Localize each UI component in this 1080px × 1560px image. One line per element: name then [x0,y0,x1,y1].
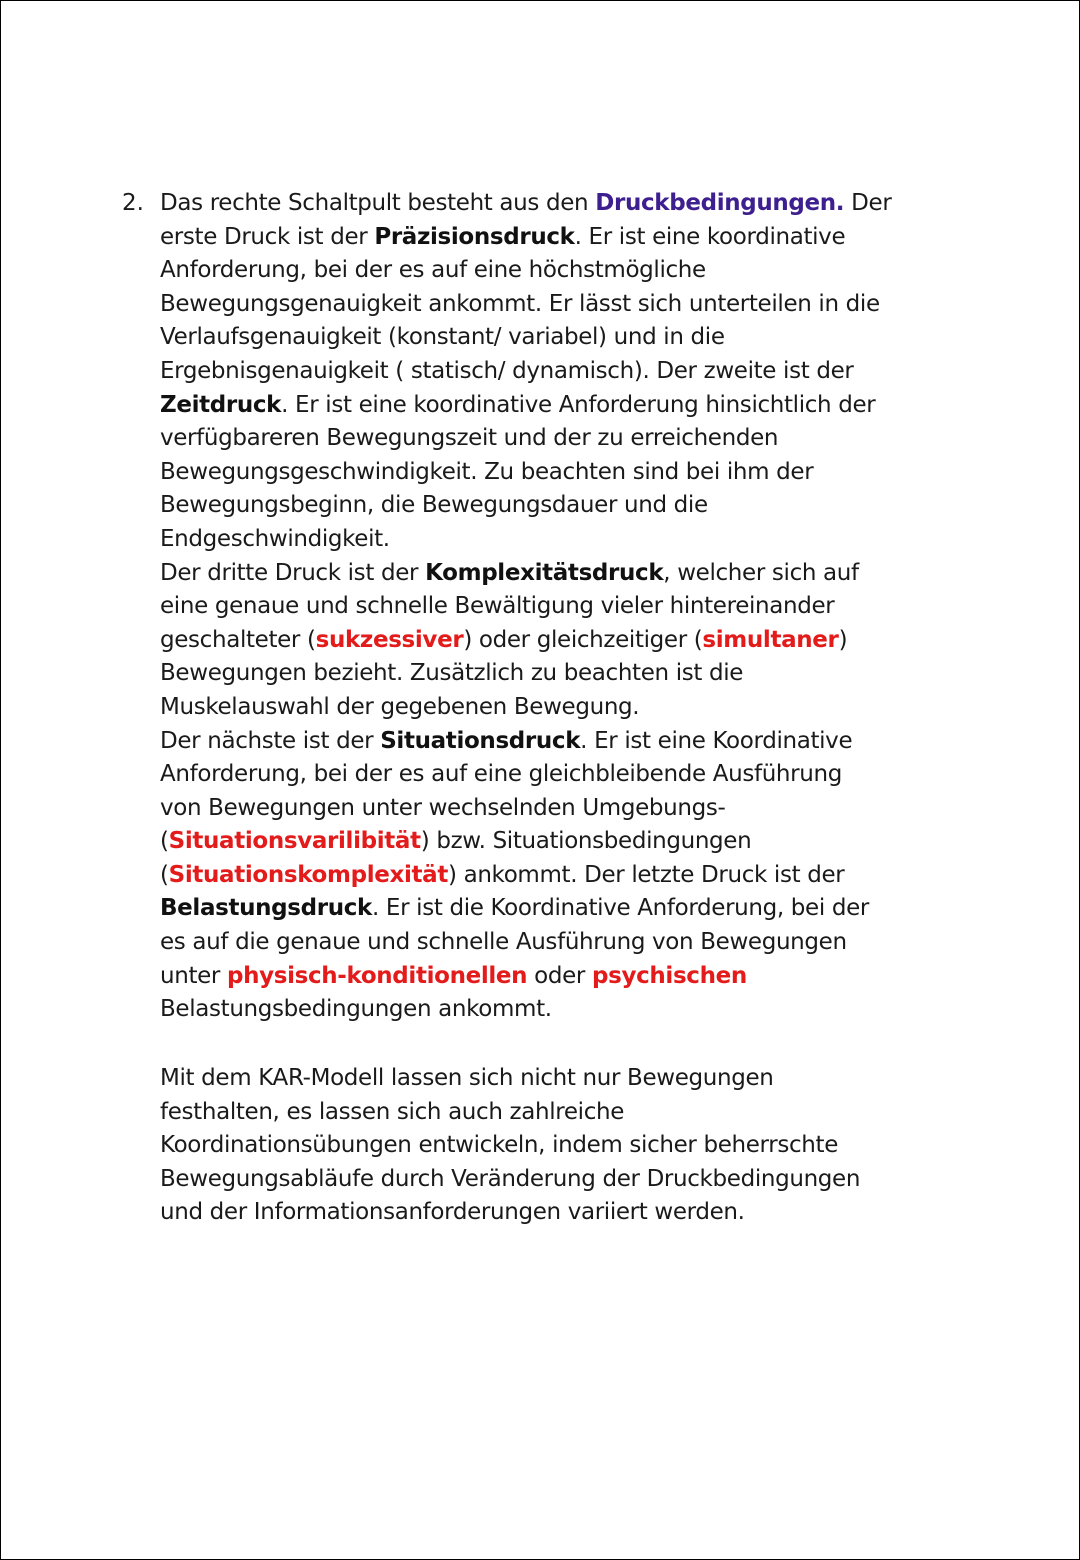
text-segment: Belastungsbedingungen ankommt. [160,996,552,1023]
highlighted-term: Druckbedingungen. [595,190,845,216]
highlighted-term: sukzessiver [315,626,464,653]
text-segment: ( [160,861,169,888]
text-line [160,422,940,456]
text-segment: es auf die genaue und schnelle Ausführung von Bewegungen [160,929,847,956]
highlighted-term: Situationsvarilibität [168,828,421,855]
text-segment: oder [527,962,593,989]
text-segment: . Er ist eine Koordinative [580,727,853,754]
highlighted-term: Situationsdruck [380,727,581,754]
text-line: Mit dem KAR-Modell lassen sich nicht nur Bewegungen [160,1065,774,1091]
text-segment: Bewegungsbeginn, die Bewegungsdauer und die [160,492,708,519]
text-line [160,590,940,624]
text-segment: . Er ist die Koordinative Anforderung, bei der [371,895,870,922]
text-segment: Bewegungsgeschwindigkeit. Zu beachten sind bei ihm der [160,458,814,485]
text-segment: Verlaufsgenauigkeit (konstant/ variabel) und in die [160,324,725,351]
text-line [160,691,940,725]
text-line: festhalten, es lassen sich auch zahlreiche [160,1098,625,1125]
text-segment: . Er ist eine koordinative [574,223,846,250]
highlighted-term: Zeitdruck [160,391,282,418]
text-segment: Anforderung, bei der es auf eine höchstmögliche [160,257,706,284]
list-number: 2. [122,190,144,216]
text-line [160,254,940,288]
text-segment: von Bewegungen unter wechselnden Umgebungs- [160,794,726,821]
highlighted-term: psychischen [592,962,747,989]
text-line [160,389,940,423]
text-line [160,355,940,389]
text-segment: ( [160,828,169,855]
text-line [160,825,940,859]
text-line [160,859,940,893]
text-segment: eine genaue und schnelle Bewältigung vieler hintereinander [160,593,835,620]
text-line [160,725,940,759]
text-segment: Muskelauswahl der gegebenen Bewegung. [160,693,640,720]
text-segment: Bewegungen bezieht. Zusätzlich zu beachten ist die [160,660,744,687]
text-line [160,187,940,221]
text-segment: Der nächste ist der [160,727,381,754]
text-line [160,758,940,792]
text-segment: Anforderung, bei der es auf eine gleichbleibende Ausführung [160,761,842,788]
text-line [160,557,940,591]
kar-modell-paragraph [160,1062,940,1230]
text-line: Bewegungsabläufe durch Veränderung der Druckbedingungen [160,1165,861,1192]
text-segment: Bewegungsgenauigkeit ankommt. Er lässt sich unterteilen in die [160,290,880,317]
text-segment: geschalteter ( [160,626,316,653]
text-line [160,993,940,1027]
text-segment: unter [160,962,227,989]
text-segment: Das rechte Schaltpult besteht aus den [160,190,596,216]
text-segment: ) ankommt. Der letzte Druck ist der [447,861,845,888]
text-segment: . Er ist eine koordinative Anforderung hinsichtlich der [281,391,876,418]
text-line [160,288,940,322]
highlighted-term: Situationskomplexität [168,861,448,888]
text-segment: verfügbareren Bewegungszeit und der zu erreichenden [160,425,779,452]
highlighted-term: physisch-konditionellen [227,962,528,989]
text-line [160,321,940,355]
druckbedingungen-paragraph [160,187,940,1027]
text-segment: Der dritte Druck ist der [160,559,426,586]
highlighted-term: Komplexitätsdruck [425,559,664,586]
text-line [160,489,940,523]
text-line [160,926,940,960]
highlighted-term: simultaner [702,626,839,653]
text-segment: ) [838,626,848,653]
text-line [160,456,940,490]
text-line [160,892,940,926]
text-segment: Ergebnisgenauigkeit ( statisch/ dynamisch). Der zweite ist der [160,357,854,384]
text-line [160,960,940,994]
text-line [160,221,940,255]
text-segment: ) oder gleichzeitiger ( [463,626,703,653]
text-segment: Endgeschwindigkeit. [160,525,390,552]
highlighted-term: Belastungsdruck [160,895,372,922]
highlighted-term: Präzisionsdruck [374,223,575,250]
text-line [160,624,940,658]
text-line [160,792,940,826]
text-segment: Der [844,190,892,216]
text-line [160,523,940,557]
text-segment: erste Druck ist der [160,223,375,250]
text-line [160,657,940,691]
text-segment: ) bzw. Situationsbedingungen [420,828,752,855]
text-line: Koordinationsübungen entwickeln, indem sicher beherrschte [160,1132,838,1159]
text-line: und der Informationsanforderungen variiert werden. [160,1199,745,1226]
text-segment: , welcher sich auf [663,559,859,586]
